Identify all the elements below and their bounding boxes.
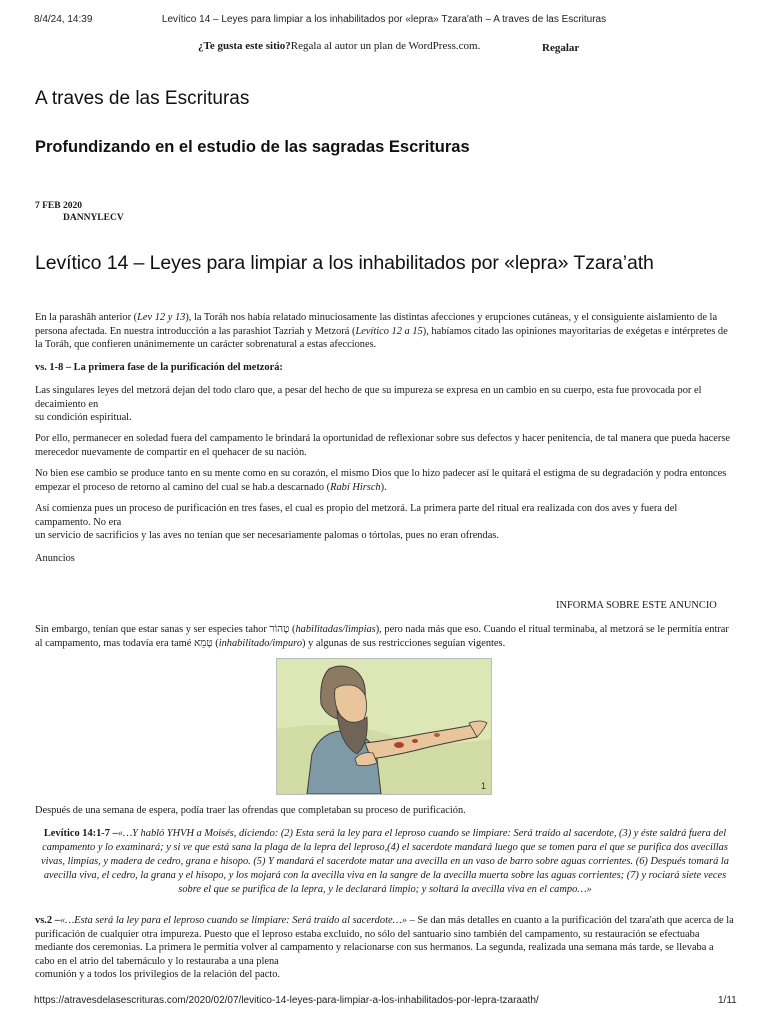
quote-text: «…Y habló YHVH a Moisés, diciendo: (2) Esta será la ley para el leproso cuando se limpiare: Será traído al sacerdote, (3) y éste saldrá fuera del campamento y lo examinará; y si ve que está sana la plaga de la lepra del leproso,(4) el sacerdote mandará luego que se tomen para el que se purifica dos avecillas vivas, limpias, y madera de cedro, grana e hisopo. (5) Y mandará el sacerdote matar una avecilla en un vaso de barro sobre aguas corrientes. (6) Después tomará la avecilla viva, el cedro, la grana y el hisopo, y los mojará con la avecilla viva en la sangre de la avecilla muerta sobre las aguas corrientes; (7) y rociará siete veces sobre el que se purifica de la lepra, y le declarará limpio; y soltará la avecilla viva en el campo…» — [41, 828, 729, 895]
print-page-number: 1/11 — [718, 995, 737, 1006]
quote-reference: Levítico 14:1-7 – — [43, 828, 118, 839]
text: Así comienza pues un proceso de purificación en tres fases, el cual es propio del metzorá. La primera parte del ritual era realizada con dos aves y fuera del campamento. No era — [35, 503, 678, 528]
paragraph-7: Después de una semana de espera, podía traer las ofrendas que completaban su proceso de purificación. — [35, 805, 466, 816]
paragraph-4 — [35, 467, 735, 494]
term: inhabilitado/impuro — [218, 637, 303, 649]
verse-quote: «…Esta será la ley para el leproso cuando se limpiare: Será traído al sacerdote…» — [59, 915, 408, 926]
text: su condición espiritual. — [35, 412, 132, 424]
text: ). — [380, 481, 387, 493]
report-ad-link[interactable]: INFORMA SOBRE ESTE ANUNCIO — [556, 600, 717, 611]
leper-illustration — [276, 658, 492, 795]
lesion — [412, 739, 418, 743]
scripture-ref: Levítico 12 a 15 — [355, 325, 423, 337]
lesion — [394, 742, 404, 748]
print-datetime: 8/4/24, 14:39 — [34, 14, 93, 25]
print-doc-title: Levítico 14 – Leyes para limpiar a los inhabilitados por «lepra» Tzara'ath – A traves de las Escrituras — [161, 14, 607, 25]
post-title: Levítico 14 – Leyes para limpiar a los inhabilitados por «lepra» Tzara’ath — [35, 252, 654, 274]
text: un servicio de sacrificios y las aves no tenían que ser necesariamente palomas o tórtolas, pues no eran ofrendas. — [35, 530, 499, 542]
scripture-quote — [35, 827, 735, 897]
print-url: https://atravesdelasescrituras.com/2020/02/07/levitico-14-leyes-para-limpiar-a-los-inhabilitados-por-lepra-tzaraath/ — [34, 995, 539, 1006]
promo-text: Regala al autor un plan de WordPress.com. — [290, 40, 481, 52]
text: – Se dan más detalles en cuanto a la purificación del tzara'ath que acerca de la purificación de cualquier otra impureza. Puesto que el leproso estaba excluido, no sólo del santuario sino también del campamento, su restauración se efectuaba mediante dos ceremonias. La primera le permitía volver al campamento y relacionarse con sus hermanos. La segunda, realizada una semana más tarde, se llevaba a cabo en el atrio del tabernáculo y lo restauraba a una plena — [35, 915, 734, 967]
verse-ref: vs.2 – — [35, 915, 60, 926]
paragraph-2 — [35, 384, 735, 425]
text: Las singulares leyes del metzorá dejan del todo claro que, a pesar del hecho de que su impureza se expresa en un cambio en su cuerpo, esta fue provocada por el decaimiento en — [35, 385, 702, 410]
citation: Rabí Hirsch — [330, 481, 381, 493]
text: ), la Toráh nos había relatado minuciosamente las distintas afecciones y erupciones cutáneas, y el consiguiente aislamiento de la persona afectada. En nuestra introducción a las parashiot Tazriah y Metzorá ( — [35, 312, 718, 337]
text: ) y algunas de sus restricciones seguían vigentes. — [302, 637, 506, 649]
text: comunión y a todos los privilegios de la relación del pacto. — [35, 969, 280, 981]
promo-banner — [198, 40, 480, 52]
text: No bien ese cambio se produce tanto en su mente como en su corazón, el mismo Dios que lo hizo padecer así le quitará el estigma de su degradación y podra entonces empezar el proceso de retorno al camino del cual se hab.a descarnado ( — [35, 468, 727, 493]
paragraph-5 — [35, 502, 735, 543]
lesion — [434, 733, 440, 737]
site-tagline: Profundizando en el estudio de las sagradas Escrituras — [35, 138, 470, 156]
post-date[interactable]: 7 FEB 2020 — [35, 201, 82, 211]
paragraph-intro — [35, 311, 735, 352]
post-author[interactable]: DANNYLECV — [63, 213, 124, 223]
text: ), pero nada más que eso. Cuando el ritual terminaba, al metzorá se le permitía entrar al campamento, mas todavía era tamé טָמֵא ( — [35, 624, 729, 649]
text: Sin embargo, tenían que estar sanas y ser especies tahor טָהוֹר ( — [35, 624, 296, 635]
text: En la parashâh anterior ( — [35, 312, 138, 323]
text: ), habíamos citado las opiniones mayoritarias de exégetas e intérpretes de la Toráh, que confieren unánimemente un carácter sobrenatural a estas afecciones. — [35, 325, 728, 351]
figure-number: 1 — [481, 781, 487, 791]
paragraph-6 — [35, 623, 735, 650]
paragraph-8 — [35, 914, 735, 982]
promo-question: ¿Te gusta este sitio? — [198, 40, 291, 52]
leper-drawing — [277, 659, 491, 794]
ads-label: Anuncios — [35, 553, 75, 564]
site-title[interactable]: A traves de las Escrituras — [35, 88, 250, 109]
gift-button[interactable]: Regalar — [542, 42, 580, 54]
term: habilitadas/limpias — [295, 624, 376, 635]
scripture-ref: Lev 12 y 13 — [137, 312, 186, 323]
section-subheading: vs. 1-8 – La primera fase de la purificación del metzorá: — [35, 362, 283, 373]
paragraph-3: Por ello, permanecer en soledad fuera del campamento le brindará la oportunidad de reflexionar sobre sus defectos y hacer penitencia, de tal manera que pueda hacerse merecedor nuevamente de compartir en el quehacer de su nación. — [35, 433, 730, 458]
